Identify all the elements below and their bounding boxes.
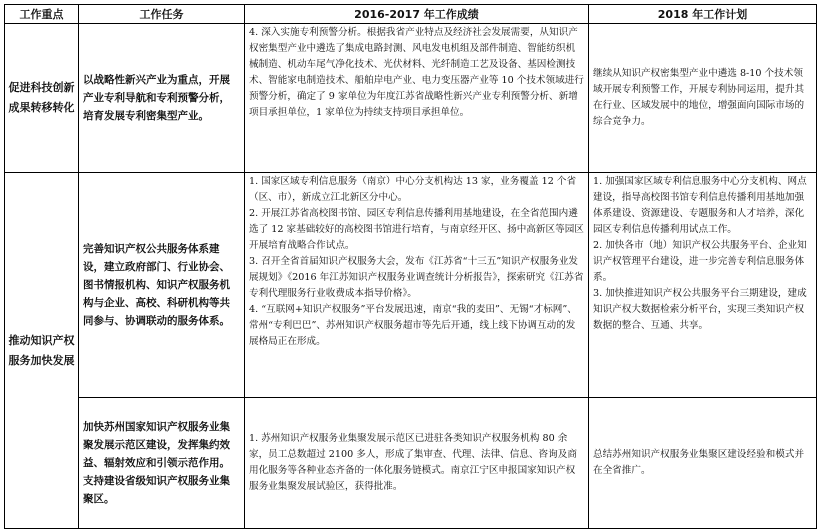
plan-cell xyxy=(589,24,817,173)
achievement-item: 1. 国家区域专利信息服务（南京）中心分支机构达 13 家，业务覆盖 12 个省（区、市），新成立江北新区分中心。 xyxy=(249,176,577,203)
plan-item: 1. 加强国家区域专利信息服务中心分支机构、网点建设，指导高校图书馆专利信息传播利用基地加强体系建设、资源建设、专题服务和人才培养，深化园区专利信息传播利用试点工作。 xyxy=(593,176,807,235)
task-cell xyxy=(79,398,245,529)
achievement-item: 3. 召开全省首届知识产权服务大会，发布《江苏省“十三五”知识产权服务业发展规划》《2016 年江苏知识产权服务业调查统计分析报告》，探索研究《江苏省专利代理服务行业收费成本指导价格》。 xyxy=(249,256,584,299)
achievement-item: 2. 开展江苏省高校图书馆、园区专利信息传播利用基地建设，在全省范围内遴选了 12 家基础较好的高校图书馆进行培育，与南京经开区、扬中高新区等园区开展培育战略合作试点。 xyxy=(249,208,584,251)
achievement-item: 4. “互联网+知识产权服务”平台发展迅速，南京“我的麦田”、无锡“才标网”、常州“专利巴巴”、苏州知识产权服务超市等先后开通，线上线下协调互动的发展格局正在形成。 xyxy=(249,304,577,347)
plan-item: 3. 加快推进知识产权公共服务平台三期建设，建成知识产权大数据检索分析平台，实现三类知识产权数据的整合、互通、共享。 xyxy=(593,288,807,331)
task-cell xyxy=(79,173,245,398)
achievements-cell xyxy=(245,24,589,173)
plan-item: 继续从知识产权密集型产业中遴选 8-10 个技术领域开展专利预警工作，开展专利协同运用，提升其在行业、区域发展中的地位，增强面向国际市场的综合竞争力。 xyxy=(593,68,805,127)
achievements-cell xyxy=(245,173,589,398)
focus-text: 推动知识产权服务加快发展 xyxy=(8,333,75,367)
table-row xyxy=(5,398,817,529)
plan-item: 总结苏州知识产权服务业集聚区建设经验和模式并在全省推广。 xyxy=(593,449,805,476)
header-row xyxy=(5,5,817,24)
focus-text: 促进科技创新成果转移转化 xyxy=(8,81,75,114)
task-text: 以战略性新兴产业为重点，开展产业专利导航和专利预警分析，培育发展专利密集型产业。 xyxy=(83,74,230,122)
achievements-cell xyxy=(245,398,589,529)
focus-cell xyxy=(5,24,79,173)
task-text: 完善知识产权公共服务体系建设，建立政府部门、行业协会、图书情报机构、知识产权服务机构与企业、高校、科研机构等共同参与、协调联动的服务体系。 xyxy=(83,243,230,327)
header-achievements: 2016-2017 年工作成绩 xyxy=(245,5,589,24)
achievement-item: 4. 深入实施专利预警分析。根据我省产业特点及经济社会发展需要，从知识产权密集型产业中遴选了集成电路封测、风电发电机组及部件制造、智能纺织机械制造、机动车尾气净化技术、光伏材料、光纤制造工艺及设备、基因检测技术、智能家电制造技术、船舶岸电产业、电力变压器产业等 10 个技术领域进行预警分析，确定了 9 家单位为年度江苏省战略性新兴产业专利预警分析、新增项目承担单位，1 家单位为持续支持项目承担单位。 xyxy=(249,27,584,118)
plan-cell xyxy=(589,398,817,529)
focus-cell xyxy=(5,173,79,529)
work-plan-table xyxy=(4,4,817,529)
header-focus: 工作重点 xyxy=(5,5,79,24)
header-plan: 2018 年工作计划 xyxy=(589,5,817,24)
table-row xyxy=(5,173,817,398)
achievement-item: 1. 苏州知识产权服务业集聚发展示范区已进驻各类知识产权服务机构 80 余家，员工总数超过 2100 多人，形成了集审查、代理、法律、信息、咨询及商用化服务等各种业态齐备的一体化服务链模式。南京江宁区申报国家知识产权服务业集聚发展试验区，获得批准。 xyxy=(249,433,577,492)
plan-cell xyxy=(589,173,817,398)
header-task: 工作任务 xyxy=(79,5,245,24)
table-row xyxy=(5,24,817,173)
task-text: 加快苏州国家知识产权服务业集聚发展示范区建设，发挥集约效益、辐射效应和引领示范作用。支持建设省级知识产权服务业集聚区。 xyxy=(83,421,230,505)
task-cell xyxy=(79,24,245,173)
plan-item: 2. 加快各市（地）知识产权公共服务平台、企业知识产权管理平台建设，进一步完善专利信息服务体系。 xyxy=(593,240,807,283)
